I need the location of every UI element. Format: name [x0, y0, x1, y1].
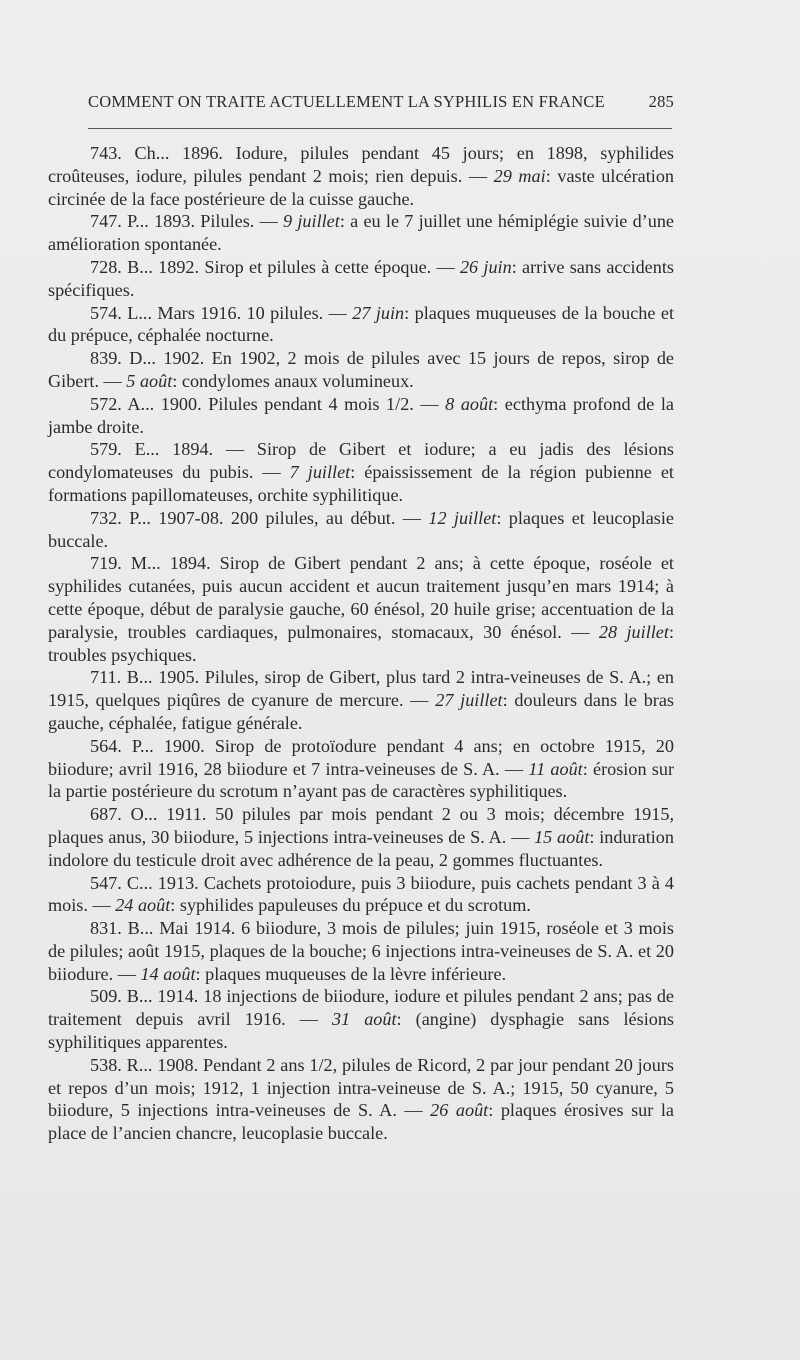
case-date: 26 août: [430, 1100, 489, 1121]
case-entry: 728. B... 1892. Sirop et pilules à cette époque. — 26 juin: arrive sans accidents spécifiques.: [48, 256, 674, 300]
case-date: 12 juillet: [428, 507, 497, 528]
case-date: 9 juillet: [283, 211, 340, 232]
case-date: 27 juin: [352, 302, 405, 323]
case-date: 14 août: [140, 963, 196, 984]
case-date: 11 août: [528, 758, 583, 779]
case-entry: 538. R... 1908. Pendant 2 ans 1/2, pilules de Ricord, 2 par jour pendant 20 jours et repos d’un mois; 1912, 1 injection intra-veineuse de S. A.; 1915, 50 cyanure, 5 biiodure, 5 injections intra-veineuses de S. A. — 26 août: plaques érosives sur la place de l’ancien chancre, leucoplasie buccale.: [48, 1054, 674, 1144]
case-entry: 747. P... 1893. Pilules. — 9 juillet: a eu le 7 juillet une hémiplégie suivie d’une amélioration spontanée.: [48, 211, 674, 255]
case-date: 27 juillet: [435, 690, 503, 711]
case-entry: 574. L... Mars 1916. 10 pilules. — 27 juin: plaques muqueuses de la bouche et du prépuce, céphalée nocturne.: [48, 302, 674, 346]
case-date: 26 juin: [459, 256, 512, 277]
case-date: 29 mai: [493, 165, 546, 186]
case-entry: 831. B... Mai 1914. 6 biiodure, 3 mois de pilules; juin 1915, roséole et 3 mois de pilules; août 1915, plaques de la bouche; 6 injections intra-veineuses de S. A. et 20 biiodure. — 14 août: plaques muqueuses de la lèvre inférieure.: [48, 918, 674, 984]
case-entry: 564. P... 1900. Sirop de protoïodure pendant 4 ans; en octobre 1915, 20 biiodure; avril 1916, 28 biiodure et 7 intra-veineuses de S. A. — 11 août: érosion sur la partie postérieure du scrotum n’ayant pas de caractères syphilitiques.: [48, 735, 674, 802]
case-entry: 547. C... 1913. Cachets protoiodure, puis 3 biiodure, puis cachets pendant 3 à 4 mois. — 24 août: syphilides papuleuses du prépuce et du scrotum.: [48, 872, 674, 916]
case-entry: 579. E... 1894. — Sirop de Gibert et iodure; a eu jadis des lésions condylomateuses du pubis. — 7 juillet: épaississement de la région pubienne et formations papillomateuses, orchite syphilitique.: [48, 439, 674, 505]
case-date: 28 juillet: [598, 621, 669, 642]
case-date: 8 août: [445, 393, 494, 414]
case-date: 31 août: [331, 1009, 397, 1030]
page-number: 285: [648, 92, 674, 111]
running-title: COMMENT ON TRAITE ACTUELLEMENT LA SYPHILIS EN FRANCE: [88, 92, 605, 111]
case-entry: 743. Ch... 1896. Iodure, pilules pendant 45 jours; en 1898, syphilides croûteuses, iodure, pilules pendant 2 mois; rien depuis. — 29 mai: vaste ulcération circinée de la face postérieure de la cuisse gauche.: [48, 143, 675, 209]
case-entry: 839. D... 1902. En 1902, 2 mois de pilules avec 15 jours de repos, sirop de Gibert. — 5 août: condylomes anaux volumineux.: [48, 348, 674, 391]
case-entry: 732. P... 1907-08. 200 pilules, au début. — 12 juillet: plaques et leucoplasie buccale.: [48, 507, 675, 551]
case-date: 7 juillet: [289, 462, 351, 483]
case-entry: 711. B... 1905. Pilules, sirop de Gibert, plus tard 2 intra-veineuses de S. A.; en 1915, quelques piqûres de cyanure de mercure. — 27 juillet: douleurs dans le bras gauche, céphalée, fatigue générale.: [48, 667, 675, 733]
case-entry: 719. M... 1894. Sirop de Gibert pendant 2 ans; à cette époque, roséole et syphilides cutanées, puis aucun accident et aucun traitement jusqu’en mars 1914; à cette époque, début de paralysie gauche, 60 énésol, 20 huile grise; accentuation de la paralysie, troubles cardiaques, pulmonaires, stomacaux, 30 énésol. — 28 juillet: troubles psychiques.: [48, 553, 674, 665]
case-date: 24 août: [115, 895, 171, 916]
header-rule: [88, 128, 672, 129]
case-entry: 687. O... 1911. 50 pilules par mois pendant 2 ou 3 mois; décembre 1915, plaques anus, 30 biiodure, 5 injections intra-veineuses de S. A. — 15 août: induration indolore du testicule droit avec adhérence de la peau, 2 gommes fluctuantes.: [48, 804, 674, 870]
running-head: [88, 92, 674, 116]
case-date: 5 août: [126, 370, 173, 391]
case-date: 15 août: [534, 826, 590, 847]
case-entry: 572. A... 1900. Pilules pendant 4 mois 1/2. — 8 août: ecthyma profond de la jambe droite.: [48, 393, 674, 437]
case-list: [48, 142, 674, 1145]
case-entry: 509. B... 1914. 18 injections de biiodure, iodure et pilules pendant 2 ans; pas de traitement depuis avril 1916. — 31 août: (angine) dysphagie sans lésions syphilitiques apparentes.: [48, 986, 675, 1053]
